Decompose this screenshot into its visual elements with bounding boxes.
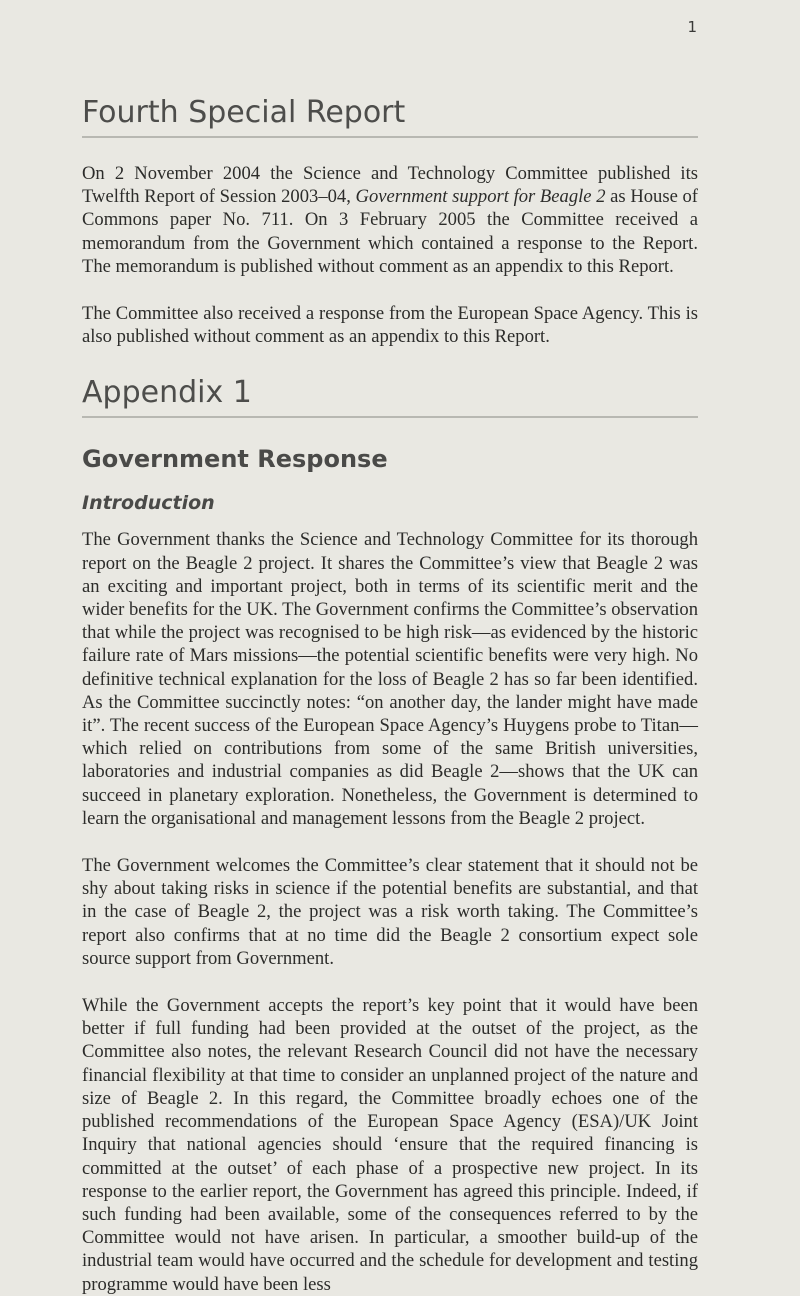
report-paragraph-1-text-a: On 2 November 2004 the Science and Technology Committee published its Twelfth Report of Session 2003–04,: [82, 163, 698, 208]
report-paragraph-2: The Committee also received a response from the European Space Agency. This is also published without comment as an appendix to this Report.: [82, 303, 698, 348]
intro-paragraph-2: The Government welcomes the Committee’s clear statement that it should not be shy about taking risks in science if the potential benefits are substantial, and that in the case of Beagle 2, the project was a risk worth taking. The Committee’s report also confirms that at no time did the Beagle 2 consortium expect sole source support from Government.: [82, 855, 698, 969]
intro-paragraph-3: While the Government accepts the report’s key point that it would have been better if full funding had been provided at the outset of the project, as the Committee also notes, the relevant Research Council did not have the necessary financial flexibility at that time to consider an unplanned project of the nature and size of Beagle 2. In this regard, the Committee broadly echoes one of the published recommendations of the European Space Agency (ESA)/UK Joint Inquiry that national agencies should ‘ensure that the required financing is committed at the outset’ of each phase of a prospective new project. In its response to the earlier report, the Government has agreed this principle. Indeed, if such funding had been available, some of the consequences referred to by the Committee would not have arisen. In particular, a smoother build-up of the industrial team would have occurred and the schedule for development and testing programme would have been less: [82, 995, 698, 1295]
introduction-heading: Introduction: [82, 492, 215, 515]
report-paragraph-1-text-b: as House of Commons paper No. 711. On 3 February 2005 the Committee received a memorandum from the Government which contained a response to the Report. The memorandum is published without comment as an appendix to this Report.: [82, 186, 698, 277]
report-title-italic: Government support for Beagle 2: [355, 186, 606, 208]
page-number: 1: [687, 18, 697, 36]
intro-paragraph-1: The Government thanks the Science and Technology Committee for its thorough report on the Beagle 2 project. It shares the Committee’s view that Beagle 2 was an exciting and important project, both in terms of its scientific merit and the wider benefits for the UK. The Government confirms the Committee’s observation that while the project was recognised to be high risk—as evidenced by the historic failure rate of Mars missions—the potential scientific benefits were very high. No definitive technical explanation for the loss of Beagle 2 has so far been identified. As the Committee succinctly notes: “on another day, the lander might have made it”. The recent success of the European Space Agency’s Huygens probe to Titan—which relied on contributions from some of the same British universities, laboratories and industrial companies as did Beagle 2—shows that the UK can succeed in planetary exploration. Nonetheless, the Government is determined to learn the organisational and management lessons from the Beagle 2 project.: [82, 529, 698, 829]
document-body: [82, 94, 698, 1296]
government-response-heading: Government Response: [82, 445, 388, 474]
fourth-special-report-heading: Fourth Special Report: [82, 94, 698, 138]
appendix-heading: Appendix 1: [82, 374, 698, 418]
report-paragraph-1: [82, 162, 698, 278]
